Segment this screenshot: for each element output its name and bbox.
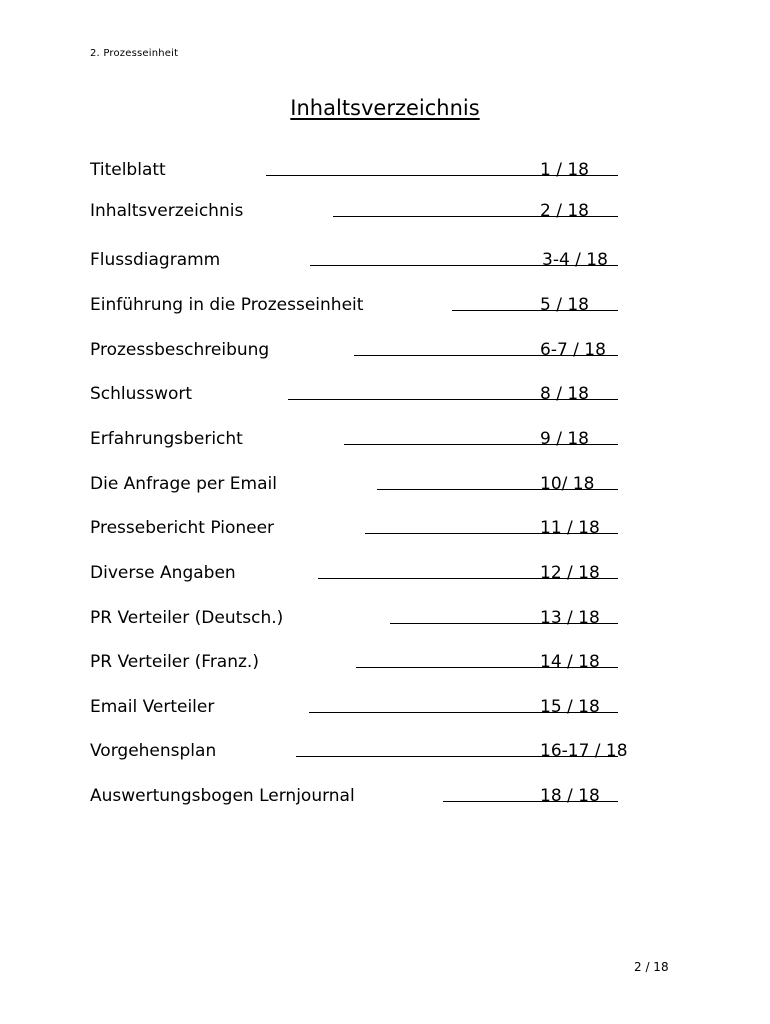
toc-entry-page: 3-4 / 18 [542, 250, 608, 270]
toc-entry-page: 12 / 18 [540, 563, 600, 583]
toc-entry-label: PR Verteiler (Deutsch.) [90, 608, 284, 628]
toc-entry [90, 248, 690, 272]
toc-entry-label: Auswertungsbogen Lernjournal [90, 786, 355, 806]
toc-entry [90, 650, 690, 674]
toc-entry [90, 472, 690, 496]
toc-entry-page: 2 / 18 [540, 201, 589, 221]
toc-entry-label: Diverse Angaben [90, 563, 236, 583]
toc-entry [90, 427, 690, 451]
toc-entry [90, 561, 690, 585]
toc-entry-page: 14 / 18 [540, 652, 600, 672]
toc-entry-label: Schlusswort [90, 384, 193, 404]
toc-entry-label: PR Verteiler (Franz.) [90, 652, 259, 672]
toc-entry-label: Einführung in die Prozesseinheit [90, 295, 364, 315]
toc-entry-label: Email Verteiler [90, 697, 215, 717]
toc-entry-page: 9 / 18 [540, 429, 589, 449]
toc-entry-label: Die Anfrage per Email [90, 474, 277, 494]
toc-entry-page: 10/ 18 [540, 474, 595, 494]
toc-entry [90, 338, 690, 362]
toc-entry [90, 293, 690, 317]
running-header: 2. Prozesseinheit [90, 48, 179, 59]
toc-entry-page: 8 / 18 [540, 384, 589, 404]
toc-entry [90, 199, 690, 223]
toc-entry-label: Inhaltsverzeichnis [90, 201, 244, 221]
toc-entry-page: 15 / 18 [540, 697, 600, 717]
toc-entry-page: 5 / 18 [540, 295, 589, 315]
toc-leader-line [452, 310, 618, 311]
toc-entry [90, 695, 690, 719]
toc-entry-label: Flussdiagramm [90, 250, 221, 270]
toc-entry-label: Titelblatt [90, 160, 166, 180]
toc-entry-page: 18 / 18 [540, 786, 600, 806]
toc-entry-label: Pressebericht Pioneer [90, 518, 275, 538]
toc-entry [90, 382, 690, 406]
toc-entry-page: 1 / 18 [540, 160, 589, 180]
toc-entry [90, 158, 690, 182]
toc-entry-page: 11 / 18 [540, 518, 600, 538]
toc-entry-label: Vorgehensplan [90, 741, 217, 761]
toc-entry-page: 16-17 / 18 [540, 741, 628, 761]
toc-entry [90, 739, 690, 763]
page-number: 2 / 18 [634, 960, 669, 974]
toc-entry-page: 6-7 / 18 [540, 340, 606, 360]
toc-entry-label: Prozessbeschreibung [90, 340, 270, 360]
toc-entry-label: Erfahrungsbericht [90, 429, 243, 449]
toc-entry [90, 516, 690, 540]
toc-entry-page: 13 / 18 [540, 608, 600, 628]
toc-entry [90, 606, 690, 630]
toc-entry [90, 784, 690, 808]
page-title: Inhaltsverzeichnis [290, 96, 480, 120]
